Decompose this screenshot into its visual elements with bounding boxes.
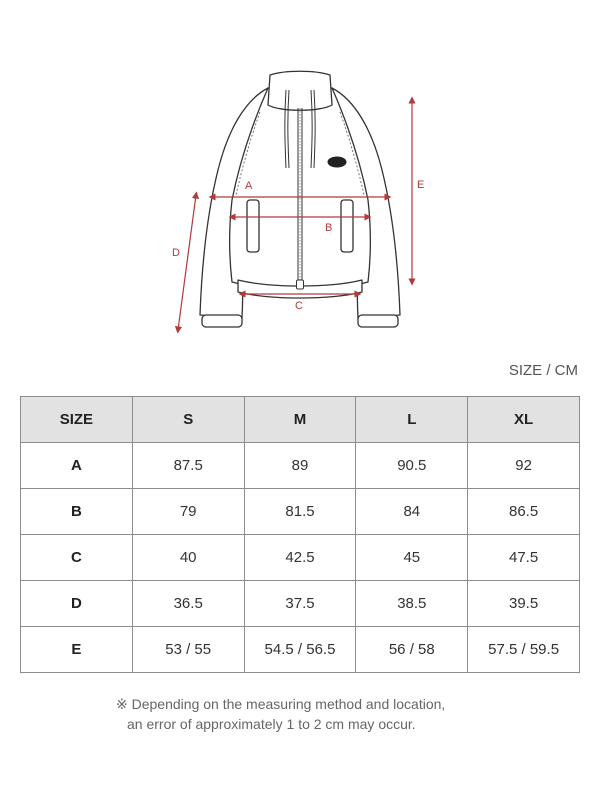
table-cell: 92 <box>468 443 580 489</box>
table-cell: 47.5 <box>468 535 580 581</box>
right-pocket <box>341 200 353 252</box>
collar <box>268 71 332 110</box>
size-table <box>20 396 580 673</box>
header-cell: L <box>356 397 468 443</box>
table-header-row <box>21 397 580 443</box>
note-symbol: ※ <box>116 696 128 712</box>
table-cell: 37.5 <box>244 581 356 627</box>
table-cell: 86.5 <box>468 489 580 535</box>
measure-d-arrow <box>178 195 196 330</box>
table-cell: 45 <box>356 535 468 581</box>
measure-b-label: B <box>325 222 333 234</box>
row-label: E <box>21 627 133 673</box>
note-line-1: Depending on the measuring method and location, <box>131 696 446 712</box>
left-pocket <box>247 200 259 252</box>
header-cell: SIZE <box>21 397 133 443</box>
table-cell: 54.5 / 56.5 <box>244 627 356 673</box>
table-row <box>21 627 580 673</box>
left-cuff <box>202 315 242 327</box>
row-label: C <box>21 535 133 581</box>
table-cell: 40 <box>132 535 244 581</box>
table-cell: 84 <box>356 489 468 535</box>
table-row <box>21 535 580 581</box>
table-cell: 38.5 <box>356 581 468 627</box>
measure-e-label: E <box>417 179 425 191</box>
table-cell: 42.5 <box>244 535 356 581</box>
table-cell: 89 <box>244 443 356 489</box>
table-cell: 90.5 <box>356 443 468 489</box>
note-line-2: an error of approximately 1 to 2 cm may occur. <box>127 716 416 732</box>
measure-c-label: C <box>295 300 304 312</box>
row-label: A <box>21 443 133 489</box>
table-cell: 36.5 <box>132 581 244 627</box>
table-cell: 81.5 <box>244 489 356 535</box>
table-row <box>21 581 580 627</box>
table-cell: 56 / 58 <box>356 627 468 673</box>
jacket-size-diagram <box>150 60 450 350</box>
right-cuff <box>358 315 398 327</box>
unit-label: SIZE / CM <box>508 362 578 379</box>
table-row <box>21 443 580 489</box>
measure-d-label: D <box>172 247 181 259</box>
table-cell: 87.5 <box>132 443 244 489</box>
table-cell: 57.5 / 59.5 <box>468 627 580 673</box>
table-cell: 39.5 <box>468 581 580 627</box>
header-cell: M <box>244 397 356 443</box>
row-label: B <box>21 489 133 535</box>
table-cell: 79 <box>132 489 244 535</box>
header-cell: S <box>132 397 244 443</box>
table-cell: 53 / 55 <box>132 627 244 673</box>
logo-badge <box>328 157 346 167</box>
measurement-note <box>116 694 445 734</box>
table-row <box>21 489 580 535</box>
measure-a-label: A <box>245 180 253 192</box>
row-label: D <box>21 581 133 627</box>
header-cell: XL <box>468 397 580 443</box>
